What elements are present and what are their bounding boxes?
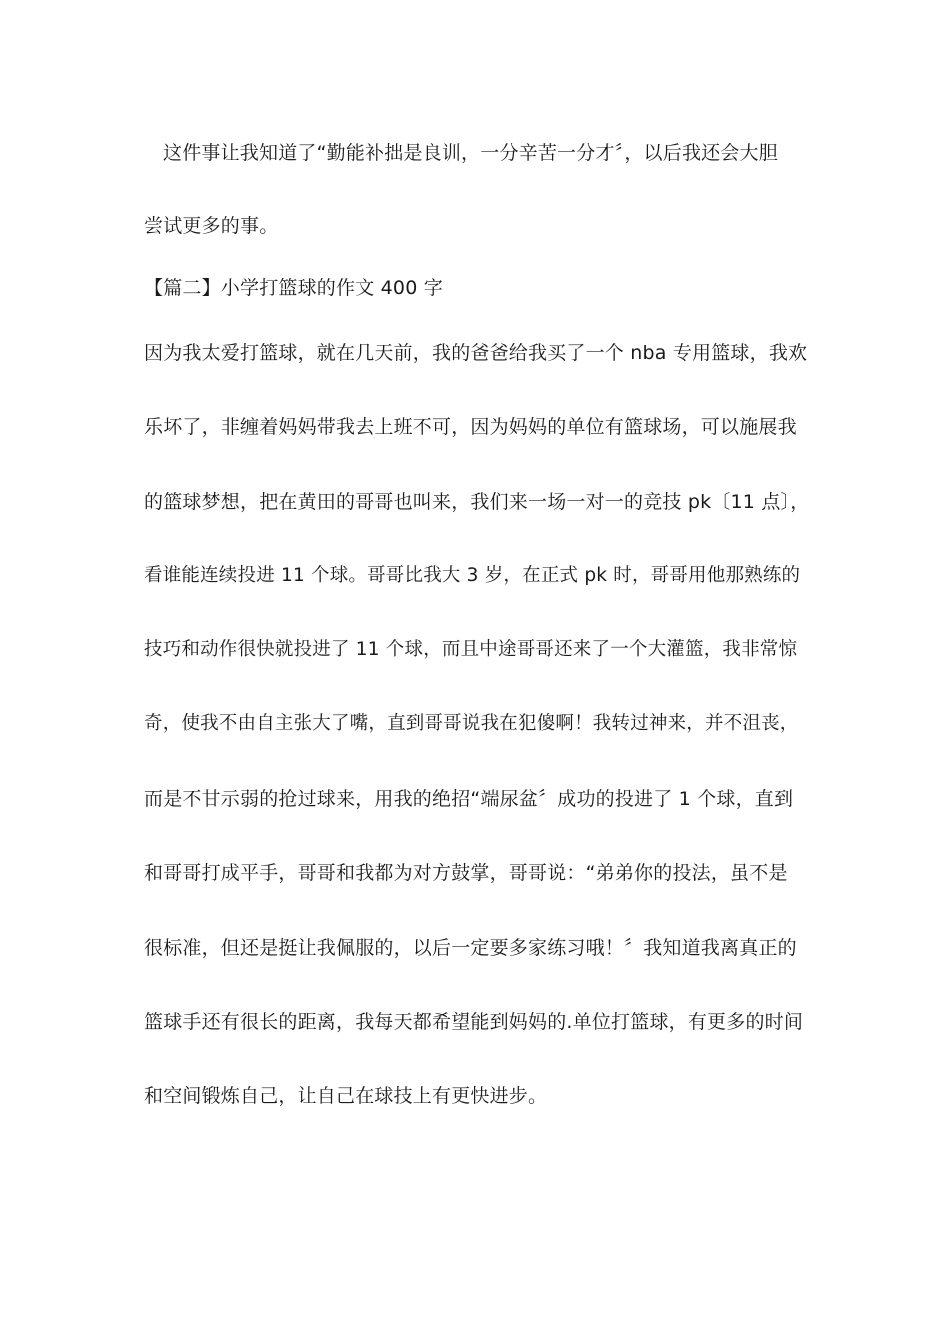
paragraph-2-line-2: 乐坏了，非缠着妈妈带我去上班不可，因为妈妈的单位有篮球场，可以施展我 xyxy=(144,416,797,438)
paragraph-1-line-1: 这件事让我知道了“勤能补拙是良训，一分辛苦一分才〞，以后我还会大胆 xyxy=(163,142,778,164)
paragraph-2-line-5: 技巧和动作很快就投进了 11 个球，而且中途哥哥还来了一个大灌篮，我非常惊 xyxy=(144,639,798,660)
paragraph-2-line-1: 因为我太爱打篮球，就在几天前，我的爸爸给我买了一个 nba 专用篮球，我欢 xyxy=(144,342,808,364)
paragraph-2-line-9: 很标准，但还是挺让我佩服的，以后一定要多家练习哦！〞我知道我离真正的 xyxy=(144,937,797,959)
paragraph-2-line-8: 和哥哥打成平手，哥哥和我都为对方鼓掌，哥哥说：“弟弟你的投法，虽不是 xyxy=(144,862,788,884)
paragraph-2-line-11: 和空间锻炼自己，让自己在球技上有更快进步。 xyxy=(144,1085,548,1107)
paragraph-2-line-6: 奇，使我不由自主张大了嘴，直到哥哥说我在犯傻啊！我转过神来，并不沮丧， xyxy=(144,713,799,734)
paragraph-2-line-4: 看谁能连续投进 11 个球。哥哥比我大 3 岁，在正式 pk 时，哥哥用他那熟练的 xyxy=(144,565,801,586)
paragraph-2-line-10: 篮球手还有很长的距离，我每天都希望能到妈妈的.单位打篮球，有更多的时间 xyxy=(144,1011,804,1033)
section-heading: 【篇二】小学打篮球的作文 400 字 xyxy=(144,277,443,299)
paragraph-2-line-7: 而是不甘示弱的抢过球来，用我的绝招“端尿盆〞成功的投进了 1 个球，直到 xyxy=(144,788,794,810)
paragraph-1-line-2: 尝试更多的事。 xyxy=(144,215,279,237)
paragraph-2-line-3: 的篮球梦想，把在黄田的哥哥也叫来，我们来一场一对一的竞技 pk〔11 点〕， xyxy=(144,491,810,513)
